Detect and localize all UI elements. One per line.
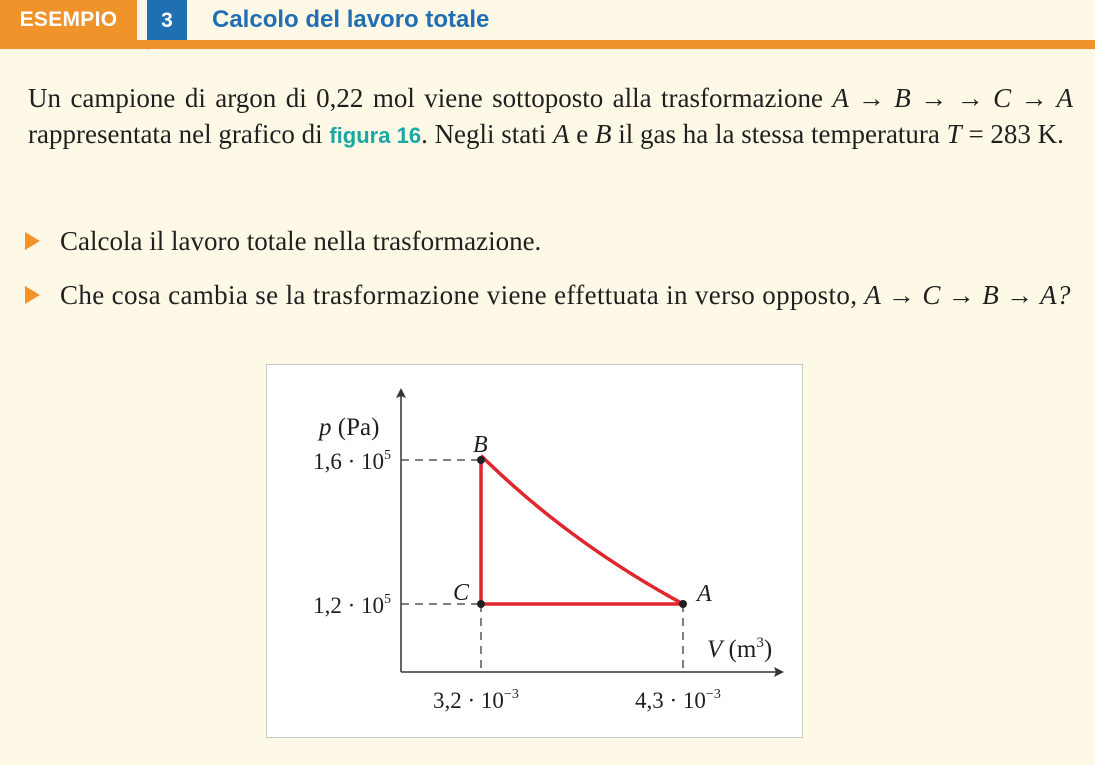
y-tick-label-1: $1,2 \cdot 10^5$ [313, 592, 391, 618]
question-1-text: Calcola il lavoro totale nella trasformazione. [60, 226, 542, 256]
x-tick-label-0: $3,2 \cdot 10^{-3}$ [433, 687, 519, 713]
figure-link[interactable]: figura 16 [329, 123, 422, 148]
intro-text-4: il gas ha la stessa temperatura [611, 119, 947, 149]
pv-diagram [267, 365, 802, 737]
temperature-value: = 283 K. [961, 119, 1064, 149]
point-label-A: A [697, 581, 712, 607]
temperature-variable: T [946, 119, 962, 149]
point-label-B: B [473, 432, 488, 458]
intro-text-1: Un campione di argon di 0,22 mol viene sottoposto alla trasformazione [28, 83, 833, 113]
intro-sequence-1: A → B → [832, 83, 948, 113]
cycle-path [481, 456, 683, 605]
point-label-C: C [453, 580, 470, 606]
header-rule [0, 40, 1095, 49]
triangle-bullet-icon [25, 232, 40, 250]
point-C [477, 600, 485, 608]
intro-text-2: rappresentata nel grafico di [28, 119, 330, 149]
intro-and: e [569, 119, 596, 149]
state-b: B [595, 119, 612, 149]
state-a: A [553, 119, 570, 149]
question-2 [60, 277, 1073, 313]
segment-A-B [481, 456, 683, 605]
example-header [0, 0, 1095, 50]
example-tag: ESEMPIO [0, 0, 137, 40]
intro-text-3: . Negli stati [421, 119, 554, 149]
question-1 [60, 223, 1073, 259]
example-title: Calcolo del lavoro totale [212, 6, 490, 33]
x-axis-label: V $(m^3)$ [707, 635, 773, 663]
example-number: 3 [147, 0, 187, 42]
point-A [679, 600, 687, 608]
x-tick-label-1: $4,3 \cdot 10^{-3}$ [635, 687, 721, 713]
figure-16 [266, 364, 803, 738]
intro-sequence-2: → C → A [956, 83, 1074, 113]
question-2-text: Che cosa cambia se la trasformazione viene effettuata in verso opposto, [60, 280, 865, 310]
y-tick-label-0: $1,6 \cdot 10^5$ [313, 448, 391, 474]
y-axis-label: p (Pa) [319, 414, 380, 441]
question-2-sequence: A → C → B → A? [864, 280, 1071, 310]
triangle-bullet-icon [25, 286, 40, 304]
problem-statement [28, 80, 1073, 154]
dashed-guides [401, 460, 683, 672]
state-points [453, 432, 712, 608]
